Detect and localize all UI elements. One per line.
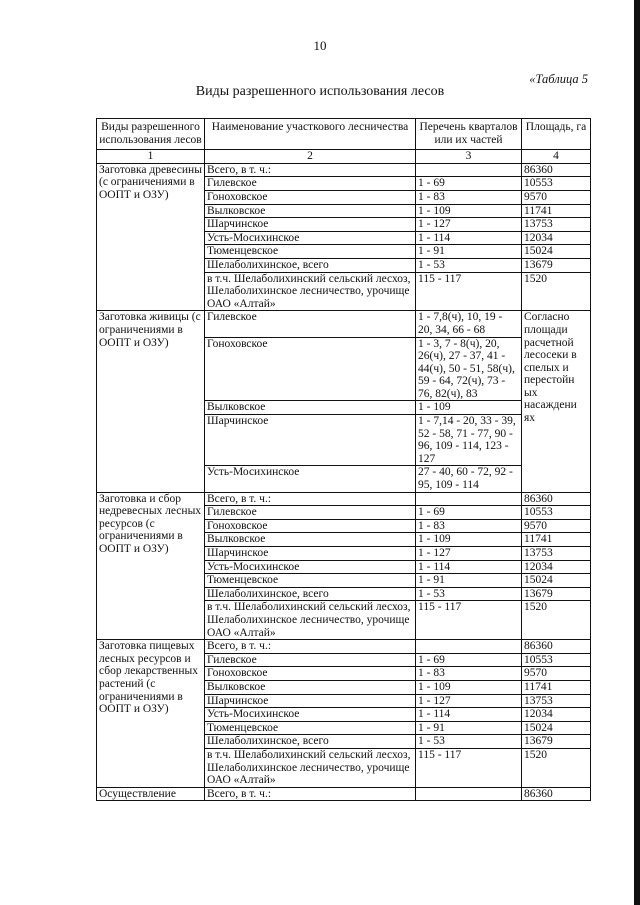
forestry-cell: Всего, в т. ч.: — [205, 492, 416, 506]
column-number: 3 — [416, 150, 522, 164]
quarters-cell: 27 - 40, 60 - 72, 92 - 95, 109 - 114 — [416, 466, 522, 492]
area-cell: 1520 — [522, 601, 591, 640]
page-number: 10 — [313, 38, 327, 53]
header-use: Виды разрешенного использования лесов — [97, 119, 205, 150]
area-cell: 13753 — [522, 694, 591, 708]
table-title: Виды разрешенного использования лесов — [195, 84, 445, 99]
area-cell: 11741 — [522, 680, 591, 694]
area-cell: 13753 — [522, 547, 591, 561]
forestry-cell: Гоноховское — [205, 519, 416, 533]
use-type-cell: Заготовка пищевых лесных ресурсов и сбор лекарственных растений (с ограничениями в ООПТ и ОЗУ) — [97, 640, 205, 788]
forestry-cell: в т.ч. Шелаболихинский сельский лесхоз, Шелаболихинское лесничество, урочище ОАО «Алтай» — [205, 601, 416, 640]
header-forestry: Наименование участкового лесничества — [205, 119, 416, 150]
forestry-cell: Вылковское — [205, 204, 416, 218]
quarters-cell: 1 - 109 — [416, 533, 522, 547]
area-note-cell: Согласно площади расчетной лесосеки в спелых и перестойн ых насаждени ях — [522, 311, 591, 492]
forestry-cell: Гилевское — [205, 506, 416, 520]
forestry-cell: Шарчинское — [205, 218, 416, 232]
quarters-cell: 1 - 53 — [416, 587, 522, 601]
quarters-cell — [416, 163, 522, 177]
quarters-cell — [416, 640, 522, 654]
forestry-cell: Усть-Мосихинское — [205, 560, 416, 574]
quarters-cell: 115 - 117 — [416, 601, 522, 640]
area-cell: 13753 — [522, 218, 591, 232]
forestry-cell: Гоноховское — [205, 667, 416, 681]
forestry-cell: Вылковское — [205, 533, 416, 547]
table-row — [97, 311, 591, 337]
table-row — [97, 163, 591, 177]
area-cell: 9570 — [522, 667, 591, 681]
forestry-cell: Шелаболихинское, всего — [205, 587, 416, 601]
forestry-cell: Шарчинское — [205, 547, 416, 561]
quarters-cell: 1 - 7,14 - 20, 33 - 39, 52 - 58, 71 - 77, 90 - 96, 109 - 114, 123 - 127 — [416, 415, 522, 466]
area-cell: 12034 — [522, 560, 591, 574]
forestry-cell: Усть-Мосихинское — [205, 466, 416, 492]
quarters-cell: 1 - 53 — [416, 735, 522, 749]
area-cell: 13679 — [522, 258, 591, 272]
forestry-cell: Шелаболихинское, всего — [205, 258, 416, 272]
area-cell: 86360 — [522, 640, 591, 654]
quarters-cell — [416, 787, 522, 801]
area-cell: 1520 — [522, 272, 591, 311]
forestry-cell: Всего, в т. ч.: — [205, 640, 416, 654]
quarters-cell: 1 - 127 — [416, 547, 522, 561]
forestry-cell: Шелаболихинское, всего — [205, 735, 416, 749]
forestry-cell: Всего, в т. ч.: — [205, 787, 416, 801]
area-cell: 11741 — [522, 533, 591, 547]
area-cell: 13679 — [522, 587, 591, 601]
area-cell: 9570 — [522, 190, 591, 204]
area-cell: 15024 — [522, 721, 591, 735]
quarters-cell: 1 - 127 — [416, 694, 522, 708]
scan-edge — [634, 0, 640, 905]
area-cell: 13679 — [522, 735, 591, 749]
quarters-cell — [416, 492, 522, 506]
area-cell: 12034 — [522, 708, 591, 722]
forestry-cell: Гоноховское — [205, 190, 416, 204]
area-cell: 10553 — [522, 653, 591, 667]
quarters-cell: 1 - 7,8(ч), 10, 19 - 20, 34, 66 - 68 — [416, 311, 522, 337]
quarters-cell: 1 - 69 — [416, 653, 522, 667]
quarters-cell: 1 - 109 — [416, 204, 522, 218]
forestry-cell: Тюменцевское — [205, 721, 416, 735]
forestry-cell: Вылковское — [205, 680, 416, 694]
quarters-cell: 1 - 114 — [416, 231, 522, 245]
area-cell: 86360 — [522, 787, 591, 801]
quarters-cell: 1 - 91 — [416, 721, 522, 735]
quarters-cell: 1 - 83 — [416, 519, 522, 533]
forest-use-table — [96, 118, 591, 801]
forestry-cell: Гилевское — [205, 311, 416, 337]
use-type-cell: Заготовка живицы (с ограничениями в ООПТ и ОЗУ) — [97, 311, 205, 492]
area-cell: 11741 — [522, 204, 591, 218]
quarters-cell: 115 - 117 — [416, 748, 522, 787]
quarters-cell: 1 - 53 — [416, 258, 522, 272]
table-row — [97, 787, 591, 801]
use-type-cell: Заготовка древесины (с ограничениями в ООПТ и ОЗУ) — [97, 163, 205, 311]
area-cell: 12034 — [522, 231, 591, 245]
forestry-cell: Всего, в т. ч.: — [205, 163, 416, 177]
area-cell: 86360 — [522, 163, 591, 177]
table-body — [97, 163, 591, 801]
area-cell: 86360 — [522, 492, 591, 506]
forestry-cell: Тюменцевское — [205, 574, 416, 588]
quarters-cell: 1 - 69 — [416, 506, 522, 520]
quarters-cell: 1 - 91 — [416, 245, 522, 259]
column-number: 2 — [205, 150, 416, 164]
forestry-cell: Тюменцевское — [205, 245, 416, 259]
quarters-cell: 1 - 83 — [416, 190, 522, 204]
header-quarters: Перечень кварталов или их частей — [416, 119, 522, 150]
quarters-cell: 1 - 114 — [416, 708, 522, 722]
table-row — [97, 640, 591, 654]
area-cell: 9570 — [522, 519, 591, 533]
quarters-cell: 1 - 109 — [416, 680, 522, 694]
quarters-cell: 1 - 127 — [416, 218, 522, 232]
forestry-cell: Вылковское — [205, 401, 416, 415]
column-number: 4 — [522, 150, 591, 164]
area-cell: 15024 — [522, 574, 591, 588]
area-cell: 10553 — [522, 506, 591, 520]
use-type-cell: Осуществление — [97, 787, 205, 801]
header-area: Площадь, га — [522, 119, 591, 150]
column-number-row — [97, 150, 591, 164]
table-reference: «Таблица 5 — [529, 72, 588, 86]
quarters-cell: 115 - 117 — [416, 272, 522, 311]
forestry-cell: Шарчинское — [205, 415, 416, 466]
forestry-cell: Гилевское — [205, 177, 416, 191]
forestry-cell: Гоноховское — [205, 337, 416, 401]
area-cell: 1520 — [522, 748, 591, 787]
forestry-cell: Шарчинское — [205, 694, 416, 708]
forestry-cell: в т.ч. Шелаболихинский сельский лесхоз, Шелаболихинское лесничество, урочище ОАО «Алтай» — [205, 272, 416, 311]
header-row — [97, 119, 591, 150]
column-number: 1 — [97, 150, 205, 164]
quarters-cell: 1 - 91 — [416, 574, 522, 588]
quarters-cell: 1 - 83 — [416, 667, 522, 681]
quarters-cell: 1 - 114 — [416, 560, 522, 574]
forestry-cell: в т.ч. Шелаболихинский сельский лесхоз, Шелаболихинское лесничество, урочище ОАО «Алтай» — [205, 748, 416, 787]
forestry-cell: Усть-Мосихинское — [205, 231, 416, 245]
table-row — [97, 492, 591, 506]
quarters-cell: 1 - 69 — [416, 177, 522, 191]
use-type-cell: Заготовка и сбор недревесных лесных ресурсов (с ограничениями в ООПТ и ОЗУ) — [97, 492, 205, 640]
area-cell: 15024 — [522, 245, 591, 259]
area-cell: 10553 — [522, 177, 591, 191]
forestry-cell: Гилевское — [205, 653, 416, 667]
quarters-cell: 1 - 109 — [416, 401, 522, 415]
forestry-cell: Усть-Мосихинское — [205, 708, 416, 722]
quarters-cell: 1 - 3, 7 - 8(ч), 20, 26(ч), 27 - 37, 41 - 44(ч), 50 - 51, 58(ч), 59 - 64, 72(ч), 73 - 76, 82(ч), 83 — [416, 337, 522, 401]
